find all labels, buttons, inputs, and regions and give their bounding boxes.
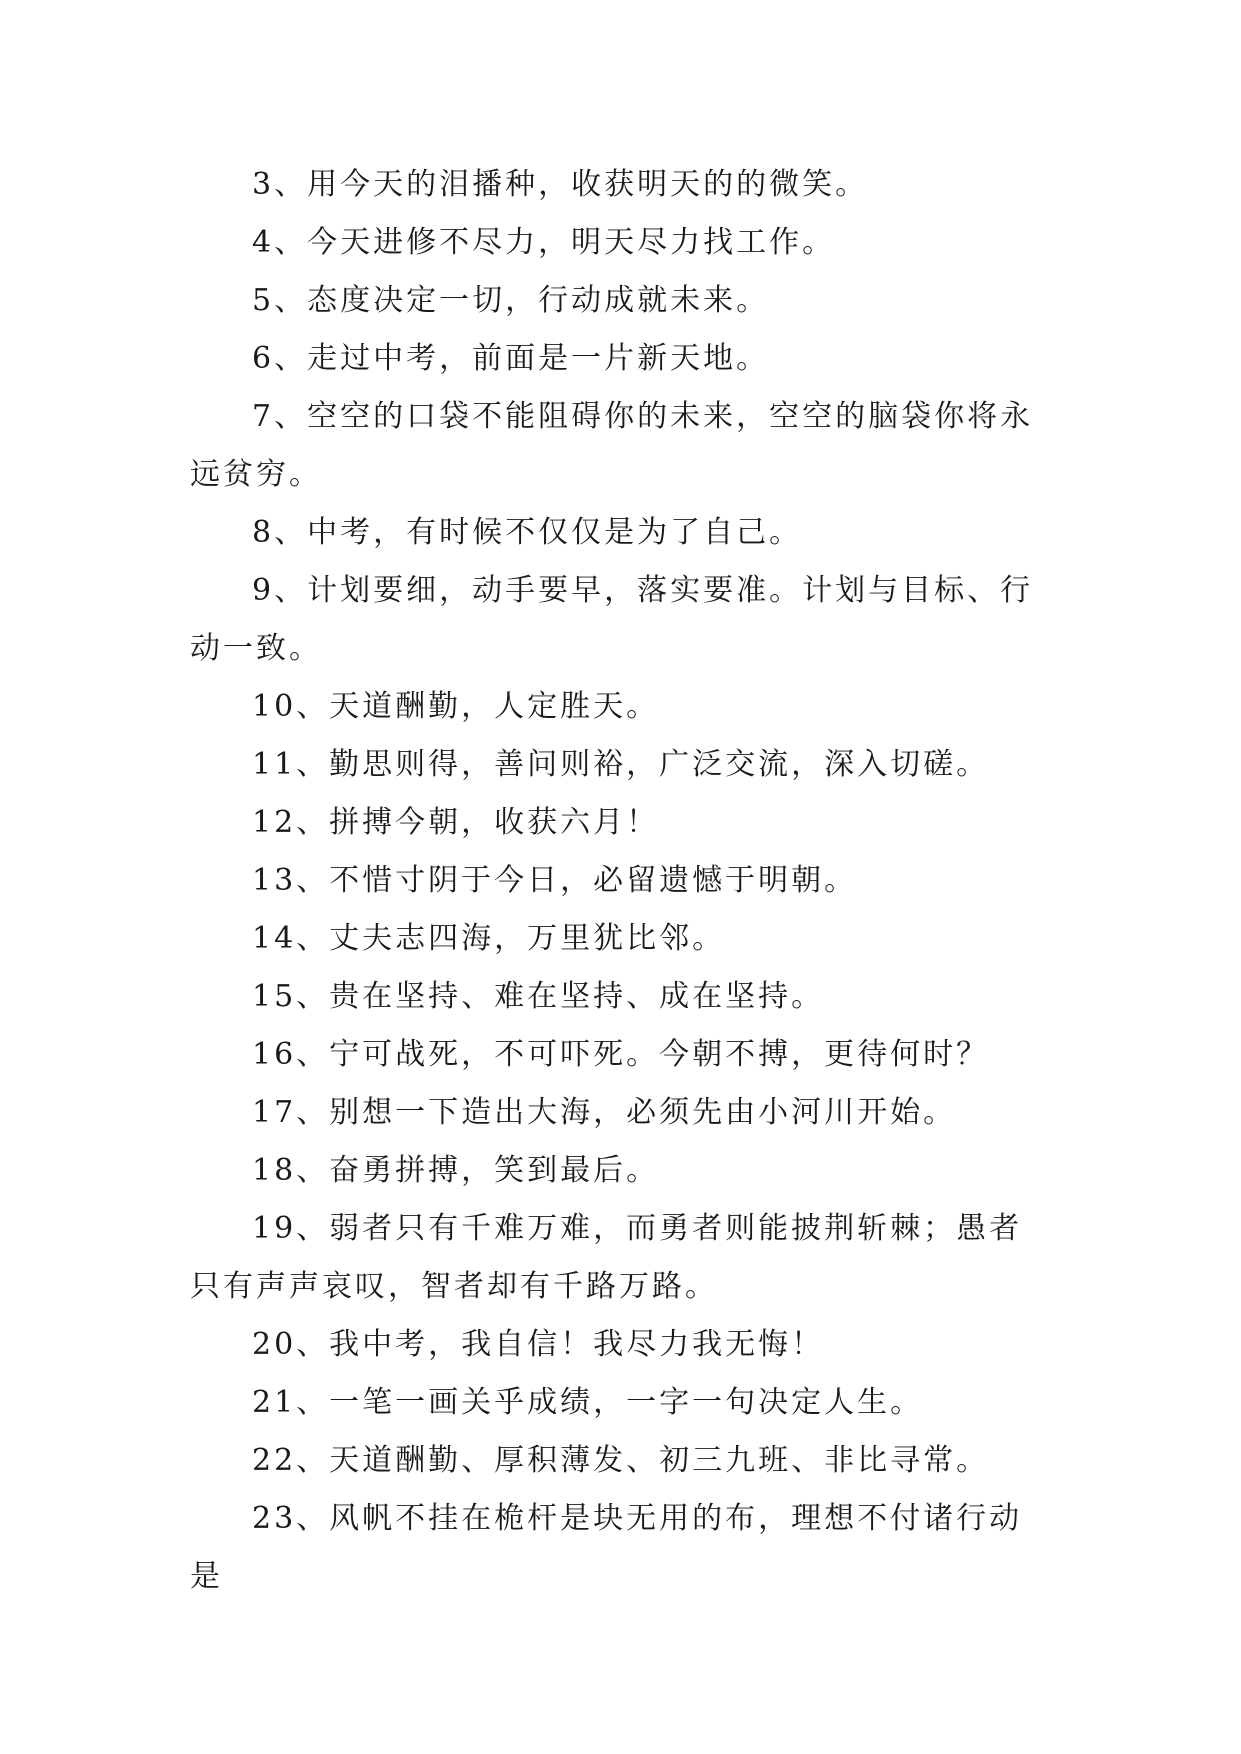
document-page <box>190 156 1050 1606</box>
list-item: 12、拼搏今朝，收获六月！ <box>252 805 660 840</box>
list-item: 16、宁可战死，不可吓死。今朝不搏，更待何时？ <box>252 1037 990 1072</box>
list-item: 11、勤思则得，善问则裕，广泛交流，深入切磋。 <box>252 747 990 782</box>
list-item: 14、丈夫志四海，万里犹比邻。 <box>252 921 726 956</box>
list-item: 17、别想一下造出大海，必须先由小河川开始。 <box>252 1095 957 1130</box>
list-item: 15、贵在坚持、难在坚持、成在坚持。 <box>252 979 825 1014</box>
list-item: 9、计划要细，动手要早，落实要准。计划与目标、行动一致。 <box>190 573 1034 666</box>
list-item: 3、用今天的泪播种，收获明天的的微笑。 <box>252 167 869 202</box>
list-item: 6、走过中考，前面是一片新天地。 <box>252 341 770 376</box>
list-item: 4、今天进修不尽力，明天尽力找工作。 <box>252 225 836 260</box>
list-item: 13、不惜寸阴于今日，必留遗憾于明朝。 <box>252 863 858 898</box>
list-item: 5、态度决定一切，行动成就未来。 <box>252 283 770 318</box>
list-item: 22、天道酬勤、厚积薄发、初三九班、非比寻常。 <box>252 1443 990 1478</box>
list-item: 19、弱者只有千难万难，而勇者则能披荆斩棘；愚者只有声声哀叹，智者却有千路万路。 <box>190 1211 1023 1304</box>
list-item: 23、风帆不挂在桅杆是块无用的布，理想不付诸行动是 <box>190 1501 1023 1594</box>
list-item: 8、中考，有时候不仅仅是为了自己。 <box>252 515 803 550</box>
list-item: 20、我中考，我自信！我尽力我无悔！ <box>252 1327 825 1362</box>
list-item: 10、天道酬勤，人定胜天。 <box>252 689 660 724</box>
list-item: 18、奋勇拼搏，笑到最后。 <box>252 1153 660 1188</box>
list-item: 7、空空的口袋不能阻碍你的未来，空空的脑袋你将永远贫穷。 <box>190 399 1034 492</box>
list-item: 21、一笔一画关乎成绩，一字一句决定人生。 <box>252 1385 924 1420</box>
